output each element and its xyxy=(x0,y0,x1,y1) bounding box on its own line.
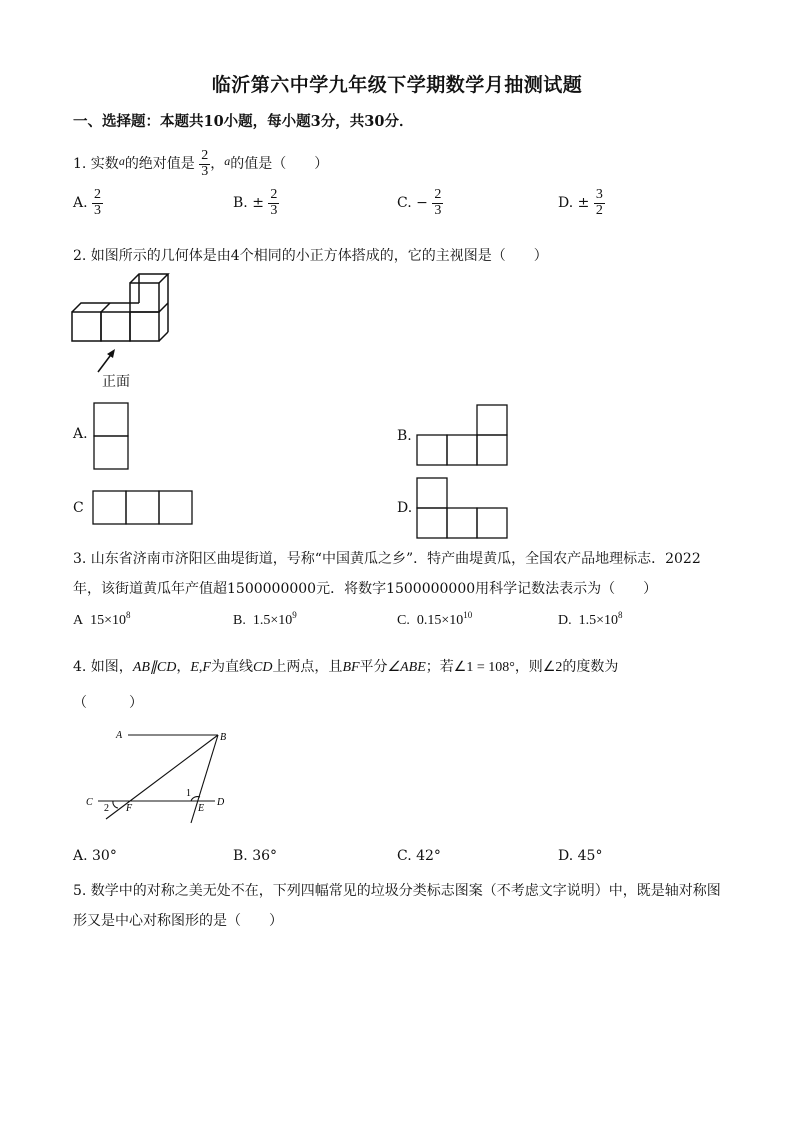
q4-option-a[interactable]: A. 30° xyxy=(73,848,117,864)
option-exponent: 8 xyxy=(618,610,623,620)
q4-option-d[interactable]: D. 45° xyxy=(558,848,603,864)
option-label: A xyxy=(73,613,84,628)
q4-option-c[interactable]: C. 42° xyxy=(397,848,441,864)
section-heading: 一、选择题：本题共10小题，每小题3分，共30分． xyxy=(73,113,414,130)
q4-math: AB∥CD xyxy=(132,660,177,675)
q3-option-a[interactable] xyxy=(73,610,131,629)
q3-option-c[interactable] xyxy=(397,610,472,629)
q4-math: BF xyxy=(342,660,360,675)
frac-den: 3 xyxy=(270,202,278,218)
option-value: 1.5×10 xyxy=(578,613,619,628)
frac-den: 2 xyxy=(595,202,603,218)
q4-option-b[interactable]: B. 36° xyxy=(233,848,278,864)
label-b: B xyxy=(220,732,227,743)
option-exponent: 9 xyxy=(292,610,297,620)
q4-math: ∠ABE xyxy=(387,660,426,675)
label-angle-2: 2 xyxy=(104,803,109,814)
question-3-line2: 年，该街道黄瓜年产值超1500000000元．将数字1500000000用科学记数法表示为（ ） xyxy=(73,581,658,597)
option-label: C. xyxy=(397,195,412,212)
q1-frac-den: 3 xyxy=(201,163,209,179)
label-a: A xyxy=(116,730,123,741)
q2-option-d-label: D. xyxy=(397,500,413,516)
frac-num: 2 xyxy=(434,187,442,202)
label-f: F xyxy=(126,803,133,814)
q1-suffix1: ， xyxy=(210,156,225,172)
q2-option-a-figure[interactable] xyxy=(93,402,129,470)
q4-math: CD xyxy=(252,660,273,675)
q3-option-d[interactable] xyxy=(558,610,623,629)
page-title: 临沂第六中学九年级下学期数学月抽测试题 xyxy=(211,74,583,96)
q4-math: ∠1 = 108° xyxy=(453,660,515,675)
q1-option-a[interactable] xyxy=(73,188,103,218)
q2-option-c-label: C xyxy=(73,500,84,516)
q1-option-b[interactable] xyxy=(233,188,279,218)
frac-den: 3 xyxy=(434,202,442,218)
question-3-line1: 3. 山东省济南市济阳区曲堤街道，号称“中国黄瓜之乡”．特产曲堤黄瓜，全国农产品地理标志．2022 xyxy=(73,551,701,567)
cube-figure xyxy=(70,272,180,352)
label-d: D xyxy=(217,797,225,808)
frac-num: 2 xyxy=(270,187,278,202)
q1-frac-num: 2 xyxy=(201,147,209,163)
option-sign: − xyxy=(416,195,428,212)
option-label: B. xyxy=(233,613,246,628)
question-1 xyxy=(73,139,328,186)
line-be xyxy=(191,735,218,823)
option-value: 15×10 xyxy=(90,613,127,628)
option-value: 0.15×10 xyxy=(416,613,464,628)
q4-text: ， xyxy=(176,659,191,675)
option-fraction xyxy=(268,188,279,218)
question-4-line1 xyxy=(73,656,618,676)
frac-num: 3 xyxy=(595,187,603,202)
q3-option-b[interactable] xyxy=(233,610,297,629)
q1-option-c[interactable] xyxy=(397,188,443,218)
option-fraction xyxy=(432,188,443,218)
q1-var2: a xyxy=(224,154,231,168)
option-label: B. xyxy=(233,195,248,212)
q2-option-c-figure[interactable] xyxy=(92,490,194,526)
option-exponent: 8 xyxy=(126,610,131,620)
option-label: C. xyxy=(397,613,410,628)
angle-2-arc xyxy=(113,801,118,808)
option-exponent: 10 xyxy=(463,610,473,620)
option-label: D. xyxy=(558,613,572,628)
question-5-line1: 5. 数学中的对称之美无处不在，下列四幅常见的垃圾分类标志图案（不考虑文字说明）中，既是轴对称图 xyxy=(73,883,721,899)
label-angle-1: 1 xyxy=(186,788,191,799)
front-label: 正面 xyxy=(102,374,130,390)
q1-prefix: 1. 实数 xyxy=(73,156,119,172)
q4-text: 为直线 xyxy=(210,659,253,675)
frac-den: 3 xyxy=(94,202,102,218)
q1-var: a xyxy=(118,154,125,168)
q1-mid: 的绝对值是 xyxy=(124,156,195,172)
q4-math: E,F xyxy=(190,660,211,675)
q4-math: ∠2 xyxy=(542,660,563,675)
q1-option-d[interactable] xyxy=(558,188,605,218)
geometry-figure xyxy=(80,725,230,825)
label-e: E xyxy=(198,803,205,814)
option-label: D. xyxy=(558,195,574,212)
q1-suffix2: 的值是（ ） xyxy=(230,156,329,172)
q2-option-a-label: A. xyxy=(73,426,88,442)
question-2: 2. 如图所示的几何体是由4个相同的小正方体搭成的，它的主视图是（ ） xyxy=(73,248,548,264)
q2-option-b-label: B. xyxy=(397,428,412,444)
q4-text: 平分 xyxy=(359,659,388,675)
option-fraction xyxy=(594,188,605,218)
question-5-line2: 形又是中心对称图形的是（ ） xyxy=(73,913,283,929)
label-c: C xyxy=(86,797,93,808)
question-4-line2: （ ） xyxy=(73,695,143,711)
q2-option-b-figure[interactable] xyxy=(416,404,510,466)
q2-option-d-figure[interactable] xyxy=(416,477,510,539)
option-label: A. xyxy=(73,195,88,212)
q1-fraction xyxy=(199,149,210,179)
q4-text: 的度数为 xyxy=(562,659,619,675)
option-sign: ± xyxy=(252,195,264,212)
option-fraction xyxy=(92,188,103,218)
q4-text: 4. 如图， xyxy=(73,659,133,675)
option-sign: ± xyxy=(577,195,590,212)
q4-text: ；若 xyxy=(425,659,454,675)
frac-num: 2 xyxy=(94,187,102,202)
q4-text: ，则 xyxy=(514,659,543,675)
option-value: 1.5×10 xyxy=(252,613,293,628)
q4-text: 上两点，且 xyxy=(272,659,343,675)
